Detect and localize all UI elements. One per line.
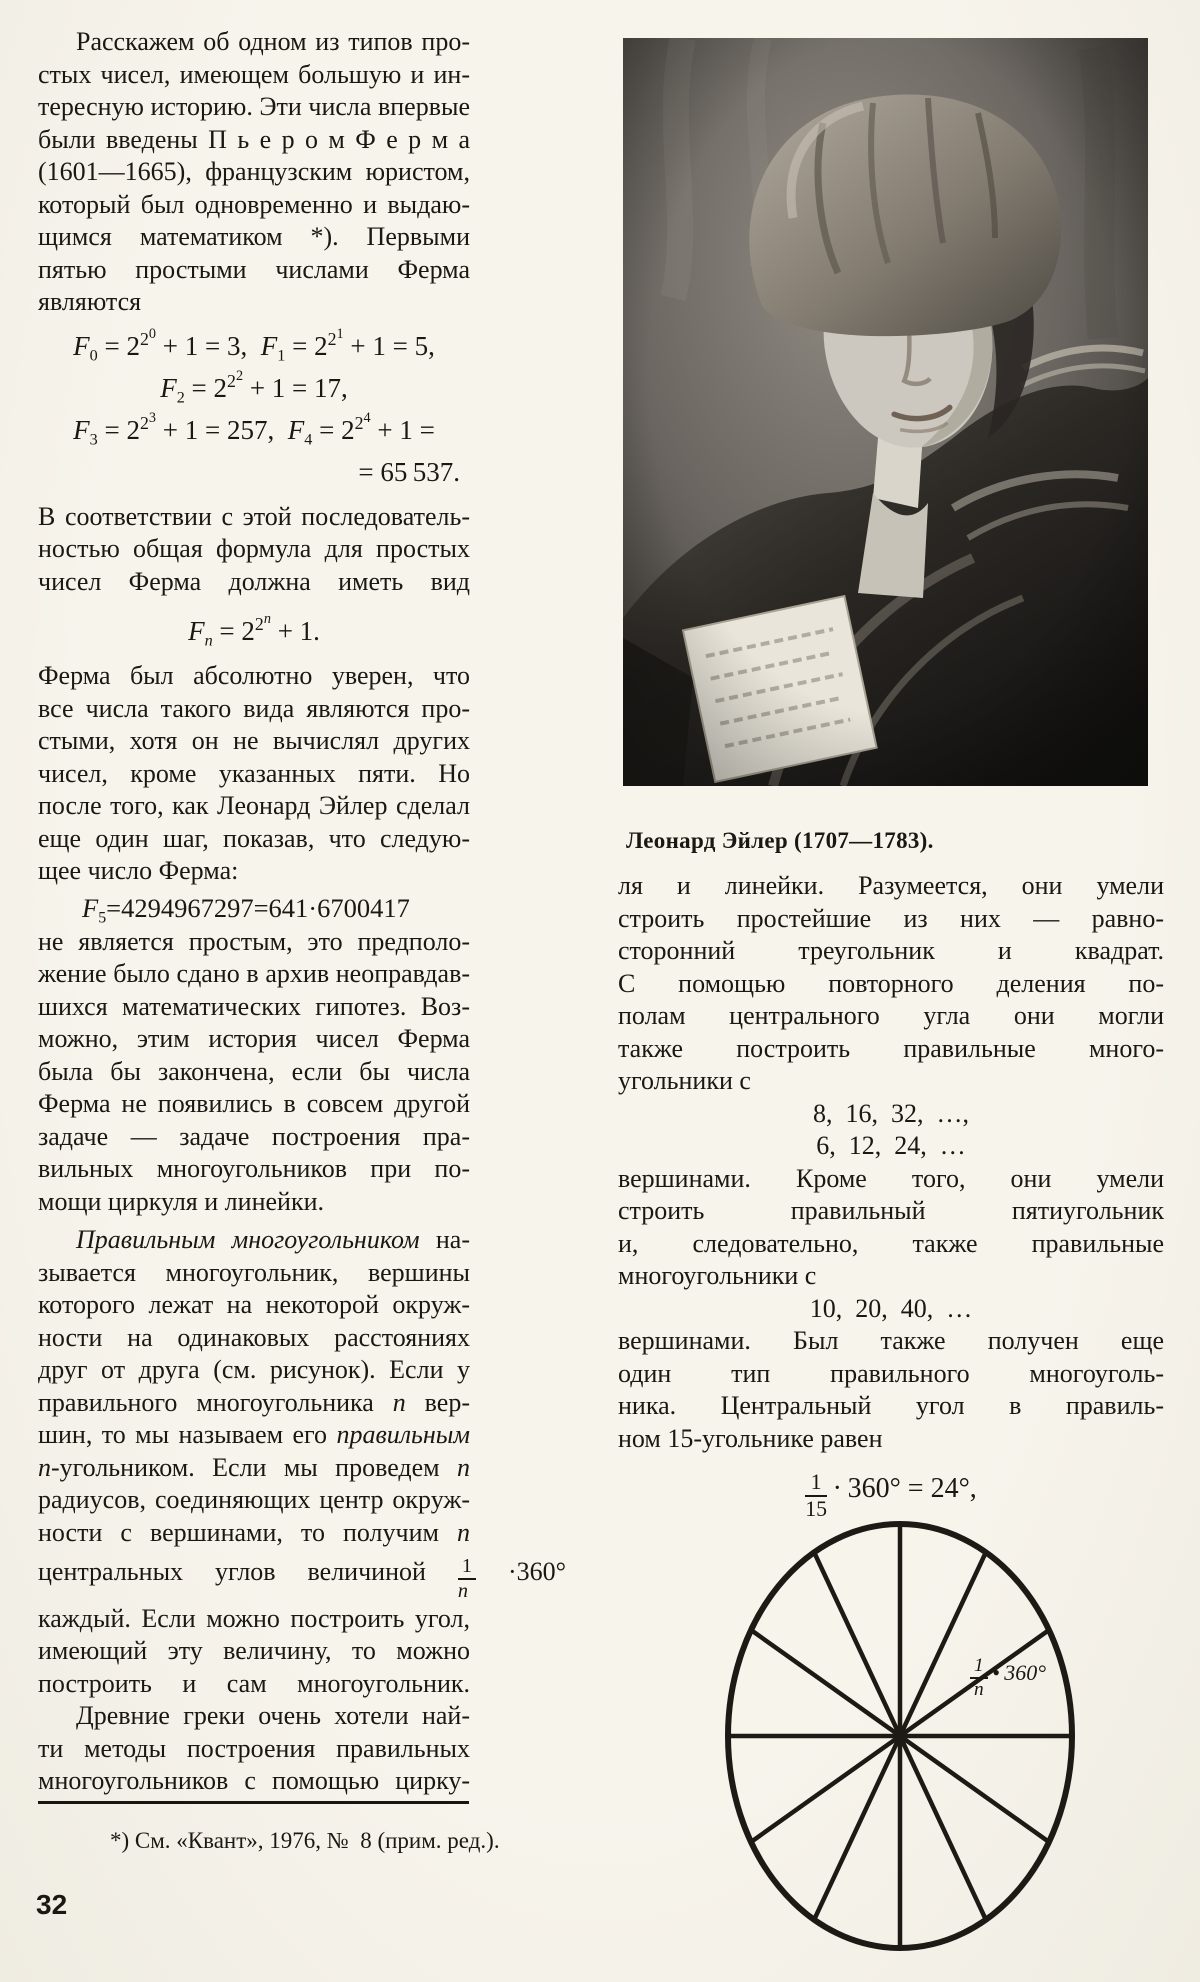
- text-line: не является простым, это предполо-: [38, 926, 470, 956]
- text-line: задаче — задаче построения пра-: [38, 1121, 470, 1151]
- text-line: построить и сам многоугольник.: [38, 1668, 470, 1698]
- page-number: 32: [36, 1889, 68, 1920]
- paragraph-pentagon: [618, 1163, 1164, 1293]
- footnote: *) См. «Квант», 1976, № 8 (прим. ред.).: [110, 1828, 500, 1853]
- text-line: который был одновременно и выдаю-: [38, 189, 470, 219]
- paragraph-general-formula-intro: [38, 501, 470, 599]
- text-line: вершинами. Был также получен еще: [618, 1326, 1164, 1355]
- text-line: можно, этим история чисел Ферма: [38, 1024, 470, 1053]
- euler-portrait: [623, 38, 1148, 786]
- text-line: щее число Ферма:: [38, 856, 239, 885]
- text-line: жение было сдано в архив неоправдав-: [38, 959, 470, 988]
- vertex-sequence-2: 6, 12, 24, …: [816, 1131, 966, 1160]
- text-line: В соответствии с этой последователь-: [38, 501, 470, 531]
- text-line: тересную историю. Эти числа впервые: [38, 92, 470, 121]
- text-line: строить простейшие из них — равно-: [618, 903, 1164, 933]
- formula-15gon-angle: $\frac{1}{15}$ · 360° = 24°,: [805, 1469, 977, 1521]
- text-line: n-угольником. Если мы проведем n: [38, 1452, 470, 1482]
- text-line: щимся математиком *). Первыми: [38, 222, 470, 251]
- text-line: шин, то мы называем его правильным: [38, 1420, 470, 1449]
- right-column: [618, 38, 1164, 1520]
- vertex-sequence-1: 8, 16, 32, …,: [813, 1098, 969, 1128]
- footnote-rule: [38, 1801, 469, 1804]
- text-line: ника. Центральный угол в правиль-: [618, 1391, 1164, 1420]
- paragraph-intro: [38, 26, 470, 319]
- portrait-caption: Леонард Эйлер (1707—1783).: [626, 828, 934, 853]
- text-line: были введены П ь е р о м Ф е р м а: [38, 124, 470, 154]
- left-column: [38, 26, 567, 1798]
- text-line: Древние греки очень хотели най-: [76, 1701, 470, 1731]
- text-line: угольники с: [618, 1066, 751, 1095]
- formula-f0-f1: $F_0 = 2^{2^0} + 1 = 3$, $F_1 = 2^{2^1} + 1 = 5$,: [73, 325, 435, 365]
- text-line: сторонний треугольник и квадрат.: [618, 936, 1164, 965]
- text-line: имеющий эту величину, то можно: [38, 1636, 470, 1666]
- text-line: еще один шаг, показав, что следую-: [38, 823, 470, 853]
- text-line: радиусов, соединяющих центр окруж-: [38, 1485, 470, 1514]
- text-line: ности с вершинами, то получим n: [38, 1517, 470, 1547]
- text-line: стыми, хотя он не вычислял других: [38, 726, 470, 755]
- formula-f4-result: = 65 537.: [358, 456, 460, 487]
- text-line: ля и линейки. Разумеется, они умели: [618, 871, 1164, 900]
- text-line: чисел Ферма должна иметь вид: [38, 566, 470, 596]
- text-line: многоугольники с: [618, 1261, 817, 1290]
- central-angle-text-line: центральных углов величиной $\frac{1}{n}$ ·360°: [38, 1554, 567, 1603]
- text-line: строить правильный пятиугольник: [618, 1196, 1164, 1225]
- paragraph-regular-polygon-definition: [38, 1224, 470, 1549]
- text-line: все числа такого вида являются про-: [38, 693, 470, 723]
- fermat-numbers-formulas: [38, 325, 470, 493]
- text-line: многоугольников с помощью цирку-: [38, 1766, 470, 1796]
- text-line: Расскажем об одном из типов про-: [76, 27, 470, 56]
- text-line: друг от друга (см. рисунок). Если у: [38, 1355, 470, 1384]
- text-line: С помощью повторного деления по-: [618, 968, 1164, 998]
- formula-f2: $F_2 = 2^{2^2} + 1 = 17$,: [160, 367, 348, 407]
- text-line: один тип правильного многоуголь-: [618, 1358, 1164, 1388]
- text-line: Ферма не появились в совсем другой: [38, 1089, 470, 1118]
- paragraph-simple-polygons: [618, 870, 1164, 1098]
- text-line: пятью простыми числами Ферма: [38, 254, 470, 284]
- text-line: ностью общая формула для простых: [38, 534, 470, 563]
- text-line: вильных многоугольников при по-: [38, 1154, 470, 1183]
- text-line: (1601—1665), французским юристом,: [38, 157, 470, 186]
- text-line: правильного многоугольника n вер-: [38, 1387, 470, 1417]
- paragraph-hypothesis-archive: [38, 926, 470, 1219]
- vertex-sequence-3: 10, 20, 40, …: [809, 1293, 973, 1323]
- text-line: каждый. Если можно построить угол,: [38, 1603, 470, 1633]
- text-line: ти методы построения правильных: [38, 1733, 470, 1763]
- text-line: стых чисел, имеющем большую и ин-: [38, 59, 470, 89]
- text-line: Правильным многоугольником на-: [76, 1225, 470, 1254]
- formula-general-fermat: $F_n = 2^{2^n} + 1$.: [188, 611, 320, 650]
- formula-f3-f4: $F_3 = 2^{2^3} + 1 = 257$, $F_4 = 2^{2^4} + 1$ =: [73, 409, 435, 449]
- text-line: чисел, кроме указанных пяти. Но: [38, 758, 470, 788]
- paragraph-angle-construction: [38, 1603, 470, 1701]
- paragraph-ancient-greeks: [38, 1700, 470, 1798]
- text-line: мощи циркуля и линейки.: [38, 1186, 324, 1216]
- text-line: после того, как Леонард Эйлер сделал: [38, 791, 470, 820]
- formula-f5-factorization: $F_5=4294967297=641\cdot 6700417$: [82, 892, 410, 927]
- text-line: ном 15-угольнике равен: [618, 1423, 883, 1453]
- text-line: являются: [38, 287, 142, 316]
- text-line: ности на одинаковых расстояниях: [38, 1322, 470, 1352]
- central-angle-label: $\frac{1}{n}$ • 360°: [970, 1656, 1046, 1701]
- euler-portrait-art: [623, 38, 1148, 786]
- divided-circle: [712, 1516, 1092, 1962]
- text-line: и, следовательно, также правильные: [618, 1228, 1164, 1258]
- paragraph-fermat-belief: [38, 660, 470, 888]
- text-line: также построить правильные много-: [618, 1033, 1164, 1063]
- text-line: зывается многоугольник, вершины: [38, 1257, 470, 1287]
- paragraph-15-gon: [618, 1325, 1164, 1455]
- circle-diagram: [712, 1516, 1092, 1962]
- text-line: полам центрального угла они могли: [618, 1001, 1164, 1030]
- text-line: вершинами. Кроме того, они умели: [618, 1163, 1164, 1193]
- text-line: шихся математических гипотез. Воз-: [38, 991, 470, 1021]
- text-line: которого лежат на некоторой окруж-: [38, 1290, 470, 1319]
- text-line: была бы закончена, если бы числа: [38, 1056, 470, 1086]
- text-line: Ферма был абсолютно уверен, что: [38, 661, 470, 690]
